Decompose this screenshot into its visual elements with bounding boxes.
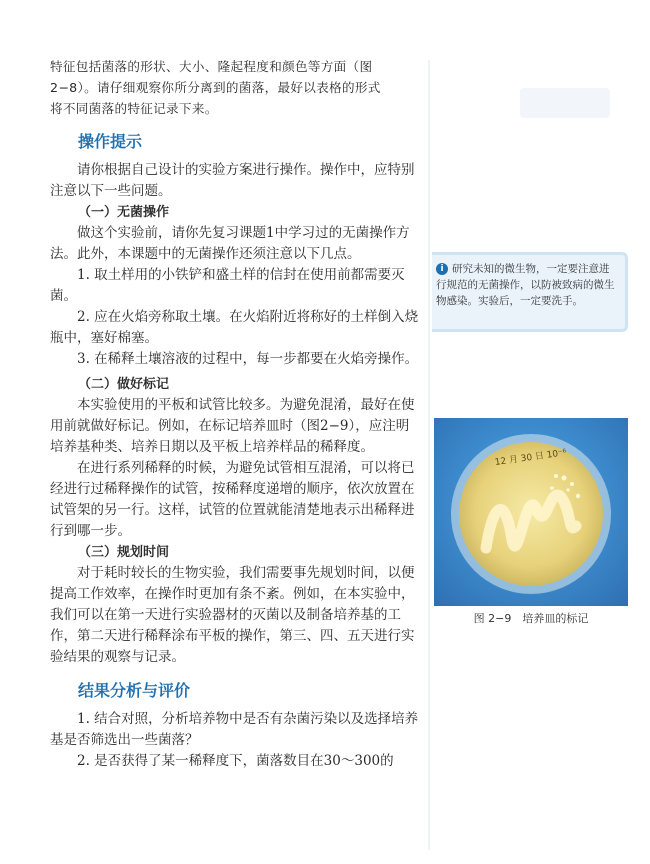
- petri-dish-photo: [434, 418, 628, 606]
- intro-line: 2−8）。请仔细观察你所分离到的菌落，最好以表格的形式: [50, 80, 381, 95]
- section-lead: 请你根据自己设计的实验方案进行操作。操作中，应特别注意以下一些问题。: [50, 162, 415, 199]
- list-item: 2. 应在火焰旁称取土壤。在火焰附近将称好的土样倒入烧瓶中，塞好棉塞。: [50, 309, 419, 346]
- petri-dish-illustration: [434, 418, 628, 606]
- section-title-operation-tips: 操作提示: [78, 132, 143, 151]
- paragraph: 对于耗时较长的生物实验，我们需要事先规划时间，以便提高工作效率，在操作时更加有条不紊。例如，在本实验中，我们可以在第一天进行实验器材的灭菌以及制备培养基的工作，第二天进行稀释涂布平板的操作，第三、四、五天进行实验结果的观察与记录。: [50, 565, 415, 665]
- list-item: 1. 结合对照，分析培养物中是否有杂菌污染以及选择培养基是否筛选出一些菌落？: [50, 711, 419, 748]
- intro-paragraph: [50, 56, 420, 119]
- figure-caption: 图 2−9 培养皿的标记: [473, 612, 589, 625]
- margin-sidenote: [432, 252, 628, 332]
- list-item: 2. 是否获得了某一稀释度下，菌落数目在30～300的: [77, 753, 394, 769]
- sidenote-text: 研究未知的微生物，一定要注意进行规范的无菌操作，以防被致病的微生物感染。实验后，一定要洗手。: [436, 263, 615, 307]
- info-icon: i: [436, 263, 448, 275]
- paragraph: 在进行系列稀释的时候，为避免试管相互混淆，可以将已经进行过稀释操作的试管，按稀释度递增的顺序，依次放置在试管架的另一行。这样，试管的位置就能清楚地表示出稀释进行到哪一步。: [50, 460, 415, 539]
- list-item: 3. 在稀释土壤溶液的过程中，每一步都要在火焰旁操作。: [77, 351, 419, 367]
- subsection-title-time-planning: （三）规划时间: [78, 545, 170, 560]
- main-column: [50, 56, 420, 772]
- section-title-results-analysis: 结果分析与评价: [78, 681, 191, 700]
- paragraph: 做这个实验前，请你先复习课题1中学习过的无菌操作方法。此外，本课题中的无菌操作还须注意以下几点。: [50, 225, 410, 262]
- margin-divider: [428, 60, 430, 850]
- subsection-title-labeling: （二）做好标记: [78, 377, 170, 392]
- subsection-title-aseptic: （一）无菌操作: [78, 205, 170, 220]
- plate-label: 12 月 30 日 10⁻⁶: [494, 448, 568, 468]
- list-item: 1. 取土样用的小铁铲和盛土样的信封在使用前都需要灭菌。: [50, 267, 405, 304]
- intro-line: 将不同菌落的特征记录下来。: [50, 101, 218, 116]
- faded-margin-decoration: [520, 88, 610, 118]
- intro-line: 特征包括菌落的形状、大小、隆起程度和颜色等方面（图: [50, 59, 373, 74]
- paragraph: 本实验使用的平板和试管比较多。为避免混淆，最好在使用前就做好标记。例如，在标记培养皿时（图2−9），应注明培养基种类、培养日期以及平板上培养样品的稀释度。: [50, 397, 415, 455]
